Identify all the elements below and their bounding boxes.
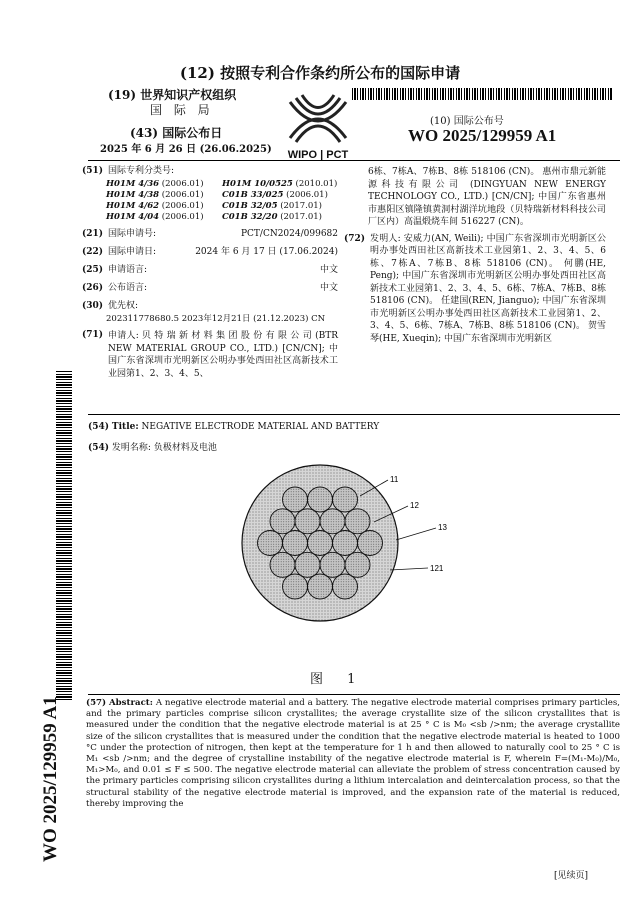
wipo-logo [268, 92, 368, 162]
label-121: 121 [430, 564, 444, 573]
title-rule [88, 414, 620, 415]
header-rule [88, 160, 620, 161]
barcode-top [352, 88, 612, 100]
ipc-entry: H01M 4/38 (2006.01) [106, 190, 204, 200]
ipc-entry: H01M 4/62 (2006.01) [106, 201, 204, 211]
primary-particle [333, 574, 358, 599]
ipc-entry: C01B 32/05 (2017.01) [222, 201, 322, 211]
ipc-heading: (51) 国际专利分类号: [82, 166, 175, 176]
bibliographic-right-column [344, 166, 606, 347]
primary-particle [295, 552, 320, 577]
primary-particle [333, 531, 358, 556]
primary-particle [270, 509, 295, 534]
primary-particle [308, 531, 333, 556]
document-title: (12) 按照专利合作条约所公布的国际申请 [179, 64, 461, 82]
primary-particle [295, 509, 320, 534]
primary-particle [320, 552, 345, 577]
application-number: (21) 国际申请号: PCT/CN2024/099682 [82, 229, 338, 239]
primary-particle [258, 531, 283, 556]
chinese-title: (54) 发明名称: 负极材料及电池 [88, 443, 217, 453]
ipc-entry: H01M 4/04 (2006.01) [106, 212, 204, 222]
publication-language: (26) 公布语言: 中文 [82, 283, 338, 293]
ipc-entry: C01B 32/20 (2017.01) [222, 212, 322, 222]
priority-heading: (30) 优先权: [82, 301, 139, 311]
organization-bureau: 国 际 局 [150, 103, 214, 117]
bibliographic-left-column [82, 166, 338, 382]
vertical-publication-number: WO 2025/129959 A1 [40, 696, 61, 862]
primary-particle [283, 574, 308, 599]
figure-caption: 图 1 [310, 672, 366, 687]
publication-date: 2025 年 6 月 26 日 (26.06.2025) [100, 144, 272, 155]
english-title: (54) Title: NEGATIVE ELECTRODE MATERIAL AND BATTERY [88, 422, 380, 432]
primary-particle [320, 509, 345, 534]
publication-number-label: (10) 国际公布号 [430, 116, 504, 127]
figure-leaders [360, 470, 460, 580]
abstract-rule [88, 694, 620, 695]
barcode-left [56, 370, 72, 700]
inventors: (72) 发明人: 安威力(AN, Weili); 中国广东省深圳市光明新区公明办事处西田社区高新技术工业园第1、2、3、4、5、6栋、7栋A、7栋B、8栋 518106 (CN)。 何鹏(HE, Peng); 中国广东省深圳市光明新区公明办事处西田社区高新技术工业园第1、2、3、4、5、6栋、7栋A、7栋B、8栋 518106 (CN)。 任建国(REN, Jianguo); 中国广东省深圳市光明新区公明办事处西田社区高新技术工业园第1、2、3、4、5、6栋、7栋A、7栋B、8栋 518106 (CN)。 贺雪琴(HE, Xueqin); 中国广东省深圳市光明新区 [344, 233, 606, 344]
primary-particle [308, 574, 333, 599]
publication-date-label: (43) 国际公布日 [130, 126, 223, 140]
label-13: 13 [438, 523, 447, 532]
priority-data: 202311778680.5 2023年12月21日 (21.12.2023) CN [106, 314, 326, 324]
abstract: (57) Abstract: A negative electrode material and a battery. The negative electrode material comprises primary particles, and the primary particles comprise silicon crystallites; the average crystallite size of the silicon crystallites that is measured under the condition that the negative electrode material is at 25 ° C is M₀ <sb />nm; the average crystallite size of the silicon crystallites that is measured under the condition that the negative electrode material is heated to 1000 °C under the protection of nitrogen, then kept at the temperature for 1 h and then allowed to naturally cool to 25 ° C is M₁ <sb />nm; and the degree of crystalline instability of the negative electrode material is F, wherein F=(M₁-M₀)/M₀, M₁>M₀, and 0.01 ≤ F ≤ 500. The negative electrode material can alleviate the problem of stress concentration caused by the primary particles comprising silicon crystallites during a lithium intercalation and deintercalation process, so that the structural stability of the negative electrode material is improved, and the expansion rate of the material is reduced, thereby improving the [86, 698, 621, 809]
primary-particle [270, 552, 295, 577]
continued-marker: [见续页] [554, 871, 589, 881]
applicant: (71) 申请人: 贝 特 瑞 新 材 料 集 团 股 份 有 限 公 司 (BTR NEW MATERIAL GROUP CO., LTD.) [CN/CN]; 中国广东省深圳市光明新区公明办事处西田社区高新技术工业园第1、2、3、4、5、 [82, 330, 338, 379]
primary-particle [308, 487, 333, 512]
applicant-continued: 6栋、7栋A、7栋B、8栋 518106 (CN)。 惠州市鼎元新能源科技有限公司 (DINGYUAN NEW ENERGY TECHNOLOGY CO., LTD.) [CN/CN]; 中国广东省惠州市惠阳区镇隆镇黄洞村湖洋坑地段（贝特瑞新材料科技公司厂区内）高温煅烧车间 516227 (CN)。 [368, 167, 606, 227]
organization-name: (19) 世界知识产权组织 [108, 88, 237, 102]
ipc-entry: C01B 33/025 (2006.01) [222, 190, 328, 200]
ipc-entry: H01M 4/36 (2006.01) [106, 179, 204, 189]
application-date: (22) 国际申请日: 2024 年 6 月 17 日 (17.06.2024) [82, 247, 338, 257]
filing-language: (25) 申请语言: 中文 [82, 265, 338, 275]
ipc-classification-list [106, 179, 338, 223]
label-11: 11 [390, 475, 399, 484]
ipc-entry: H01M 10/0525 (2010.01) [222, 179, 338, 189]
label-12: 12 [410, 501, 419, 510]
primary-particle [283, 487, 308, 512]
logo-text: WIPO | PCT [287, 149, 349, 161]
primary-particle [283, 531, 308, 556]
primary-particle [333, 487, 358, 512]
publication-number: WO 2025/129959 A1 [408, 126, 557, 145]
